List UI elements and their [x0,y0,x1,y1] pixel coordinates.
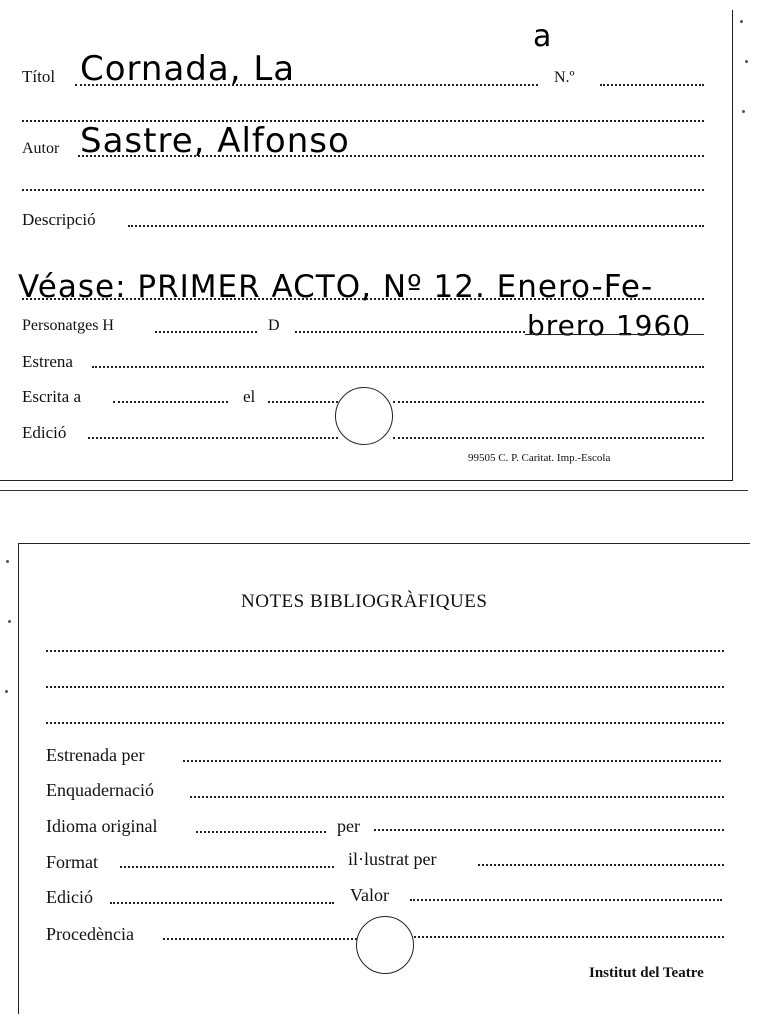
scan-speck [745,60,748,63]
autor-handwritten-value: Sastre, Alfonso [80,121,350,161]
notes-line-2 [46,686,724,688]
homes-line [155,331,257,333]
descripcio-extra-line [22,298,704,300]
numero-label: N.º [554,69,575,86]
dones-line [295,331,525,333]
el-line-right [393,401,704,403]
scan-speck [740,20,743,23]
personatges-label: Personatges H [22,317,114,334]
punch-hole-bottom [356,916,414,974]
notes-line-1 [46,650,724,652]
escrita-line [113,401,228,403]
edicio-line-right [393,437,704,439]
scan-speck [5,690,8,693]
enquadernacio-line [190,796,724,798]
descripcio-handwritten-line2: brero 1960 [527,309,692,342]
format-line [120,866,334,868]
el-label: el [243,387,256,406]
escrita-label: Escrita a [22,387,81,406]
descripcio-handwritten-line1: Véase: PRIMER ACTO, Nº 12. Enero-Fe- [18,269,654,305]
illustrat-label: il·lustrat per [348,849,437,869]
edicio-bottom-line [110,902,334,904]
per-line [374,829,724,831]
card-divider [0,490,748,491]
dones-label: D [268,317,280,334]
valor-label: Valor [350,885,389,905]
titol-label: Títol [22,67,56,86]
titol-handwritten-value: Cornada, La [80,49,296,89]
format-label: Format [46,852,98,872]
estrenada-label: Estrenada per [46,745,145,765]
descripcio-line [128,225,704,227]
idioma-line [196,831,326,833]
estrena-line [92,366,704,368]
per-label: per [337,816,360,836]
estrena-label: Estrena [22,352,73,371]
edicio-bottom-label: Edició [46,887,93,907]
scan-speck [8,620,11,623]
titol-line [75,84,538,86]
procedencia-line-right [411,936,724,938]
scan-speck [742,110,745,113]
estrenada-line [183,760,721,762]
punch-hole [335,387,393,445]
enquadernacio-label: Enquadernació [46,780,154,800]
el-line-left [268,401,338,403]
printer-imprint: 99505 C. P. Caritat. Imp.-Escola [468,452,611,464]
numero-line [600,84,704,86]
autor-label: Autor [22,140,60,157]
descripcio-label: Descripció [22,210,96,229]
valor-line [410,899,722,901]
descripcio-underline [525,334,704,335]
titol-superscript: a [533,19,553,54]
scan-speck [6,560,9,563]
notes-heading: NOTES BIBLIOGRÀFIQUES [241,591,488,612]
edicio-line-left [88,437,338,439]
edicio-label: Edició [22,423,67,442]
idioma-label: Idioma original [46,816,158,836]
institution-label: Institut del Teatre [589,965,704,981]
procedencia-label: Procedència [46,924,134,944]
autor-extra-line [22,189,704,191]
notes-line-3 [46,722,724,724]
illustrat-line [478,864,724,866]
procedencia-line-left [163,938,357,940]
autor-line [78,155,704,157]
